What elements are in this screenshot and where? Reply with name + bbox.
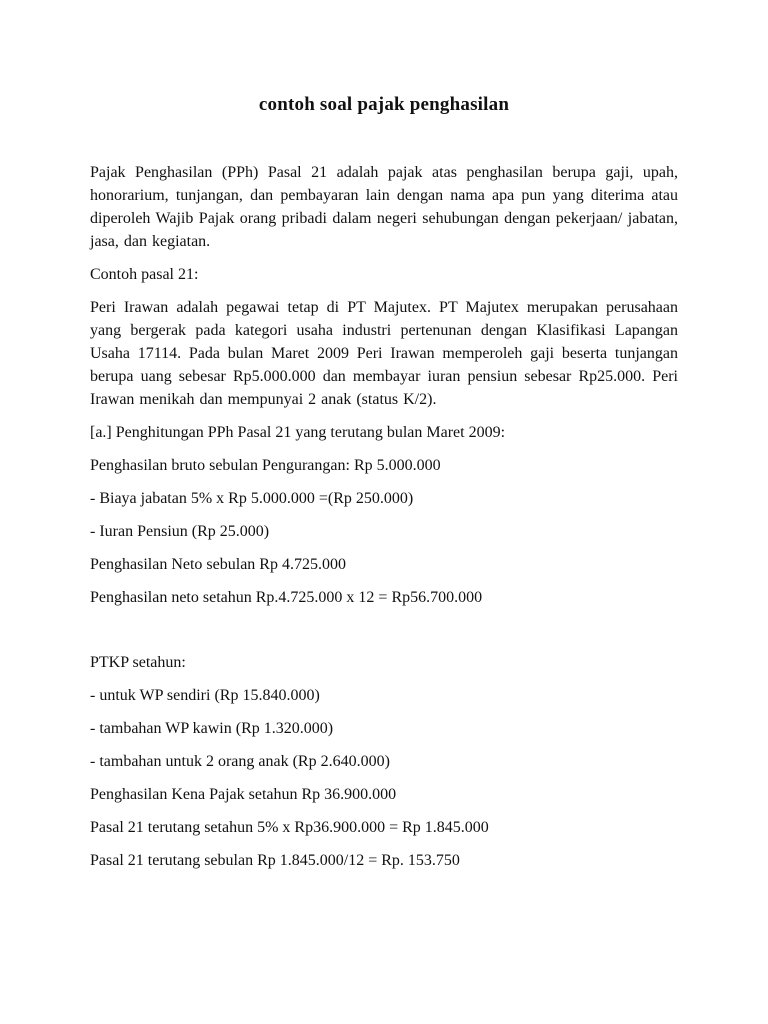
calc-line-biaya-jabatan: - Biaya jabatan 5% x Rp 5.000.000 =(Rp 250.000) — [90, 490, 414, 507]
calc-line-neto-setahun: Penghasilan neto setahun Rp.4.725.000 x 12 = Rp56.700.000 — [90, 589, 483, 606]
ptkp-line-anak: - tambahan untuk 2 orang anak (Rp 2.640.000) — [90, 753, 390, 770]
calc-line-terutang-sebulan: Pasal 21 terutang sebulan Rp 1.845.000/12 = Rp. 153.750 — [90, 852, 460, 869]
calc-line-kena-pajak: Penghasilan Kena Pajak setahun Rp 36.900.000 — [90, 786, 397, 803]
document-title: contoh soal pajak penghasilan — [258, 94, 510, 115]
ptkp-heading-line: PTKP setahun: — [90, 654, 186, 671]
section-label-contoh-pasal-21: Contoh pasal 21: — [90, 266, 199, 283]
calc-heading-line: [a.] Penghitungan PPh Pasal 21 yang terutang bulan Maret 2009: — [90, 424, 506, 441]
calc-line-terutang-setahun: Pasal 21 terutang setahun 5% x Rp36.900.000 = Rp 1.845.000 — [90, 819, 489, 836]
case-study-paragraph: Peri Irawan adalah pegawai tetap di PT Majutex. PT Majutex merupakan perusahaan yang bergerak pada kategori usaha industri pertenunan dengan Klasifikasi Lapangan Usaha 17114. Pada bulan Maret 2009 Peri Irawan memperoleh gaji beserta tunjangan berupa uang sebesar Rp5.000.000 dan membayar iuran pensiun sebesar Rp25.000. Peri Irawan menikah dan mempunyai 2 anak (status K/2). — [90, 299, 678, 408]
ptkp-line-wp-kawin: - tambahan WP kawin (Rp 1.320.000) — [90, 720, 334, 737]
ptkp-line-wp-sendiri: - untuk WP sendiri (Rp 15.840.000) — [90, 687, 320, 704]
calc-line-bruto: Penghasilan bruto sebulan Pengurangan: Rp 5.000.000 — [90, 457, 441, 474]
calc-line-neto-sebulan: Penghasilan Neto sebulan Rp 4.725.000 — [90, 556, 346, 573]
calc-line-iuran-pensiun: - Iuran Pensiun (Rp 25.000) — [90, 523, 270, 540]
intro-paragraph: Pajak Penghasilan (PPh) Pasal 21 adalah pajak atas penghasilan berupa gaji, upah, honorarium, tunjangan, dan pembayaran lain dengan nama apa pun yang diterima atau diperoleh Wajib Pajak orang pribadi dalam negeri sehubungan dengan pekerjaan/ jabatan, jasa, dan kegiatan. — [90, 164, 678, 250]
